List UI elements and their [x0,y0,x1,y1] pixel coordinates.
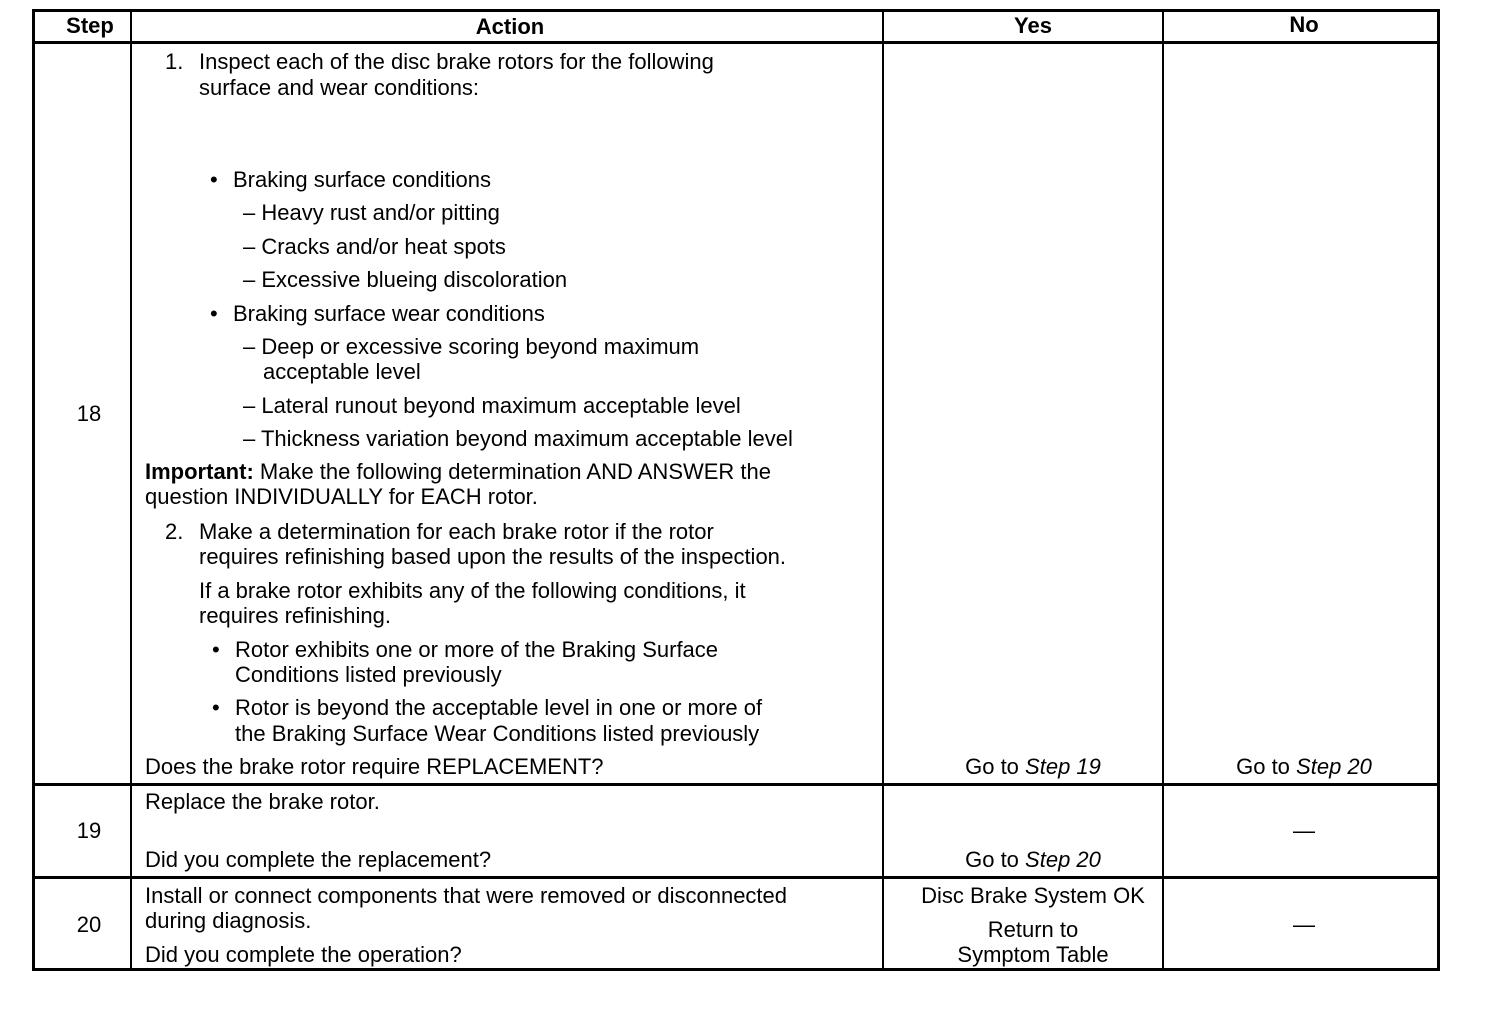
header-action: Action [475,14,545,39]
bullet: • [210,167,218,192]
step-link[interactable]: Step 20 [1296,754,1372,779]
header-yes: Yes [1014,13,1052,38]
goto-prefix: Go to [965,754,1019,779]
list-number: 1. [165,49,184,74]
no-goto [1236,754,1372,780]
column-divider [1162,9,1164,971]
condition-heading: Braking surface wear conditions [233,301,545,326]
condition-item: Rotor exhibits one or more of the Braking Surface [235,637,719,662]
action-text: requires refinishing. [199,603,391,628]
condition-item: – Thickness variation beyond maximum acceptable level [243,426,793,451]
row-divider [32,783,1440,786]
action-text: during diagnosis. [145,908,312,933]
important-note [145,459,771,485]
action-text: Replace the brake rotor. [145,789,380,814]
goto-prefix: Go to [1236,754,1290,779]
no-dash: — [1293,912,1315,937]
yes-goto [965,754,1101,780]
yes-goto [965,847,1101,873]
condition-item: Rotor is beyond the acceptable level in one or more of [235,695,763,720]
header-step: Step [66,13,114,38]
question-text: Does the brake rotor require REPLACEMENT? [145,754,604,779]
action-text: If a brake rotor exhibits any of the following conditions, it [199,578,746,603]
action-text: Install or connect components that were removed or disconnected [145,883,788,908]
header-no: No [1289,12,1319,37]
important-text: question INDIVIDUALLY for EACH rotor. [145,484,538,509]
condition-item: the Braking Surface Wear Conditions listed previously [235,721,760,746]
action-text: requires refinishing based upon the results of the inspection. [199,544,787,569]
bullet: • [212,637,220,662]
condition-item: – Heavy rust and/or pitting [243,200,500,225]
condition-item: – Deep or excessive scoring beyond maximum [243,334,700,359]
step-number: 18 [76,401,102,426]
step-number: 19 [76,818,102,843]
action-text: Inspect each of the disc brake rotors for the following [199,49,714,74]
question-text: Did you complete the replacement? [145,847,492,872]
column-divider [130,9,132,971]
column-divider [882,9,884,971]
yes-result: Return to [987,917,1079,942]
condition-item: Conditions listed previously [235,662,502,687]
row-divider [32,876,1440,879]
question-text: Did you complete the operation? [145,942,462,967]
yes-result: Symptom Table [957,942,1109,967]
bullet: • [212,695,220,720]
condition-item: – Cracks and/or heat spots [243,234,506,259]
step-number: 20 [76,912,102,937]
action-text: Make a determination for each brake rotor if the rotor [199,519,714,544]
action-text: surface and wear conditions: [199,75,480,100]
condition-item: – Lateral runout beyond maximum acceptable level [243,393,741,418]
bullet: • [210,301,218,326]
yes-result: Disc Brake System OK [921,883,1145,908]
step-link[interactable]: Step 20 [1025,847,1101,872]
step-link[interactable]: Step 19 [1025,754,1101,779]
important-text: Make the following determination AND ANSWER the [259,459,772,484]
list-number: 2. [165,519,184,544]
condition-item: – Excessive blueing discoloration [243,267,568,292]
important-label: Important: [145,459,254,484]
row-divider [32,41,1440,44]
condition-heading: Braking surface conditions [233,167,492,192]
condition-item: acceptable level [263,359,421,384]
no-dash: — [1293,818,1315,843]
goto-prefix: Go to [965,847,1019,872]
